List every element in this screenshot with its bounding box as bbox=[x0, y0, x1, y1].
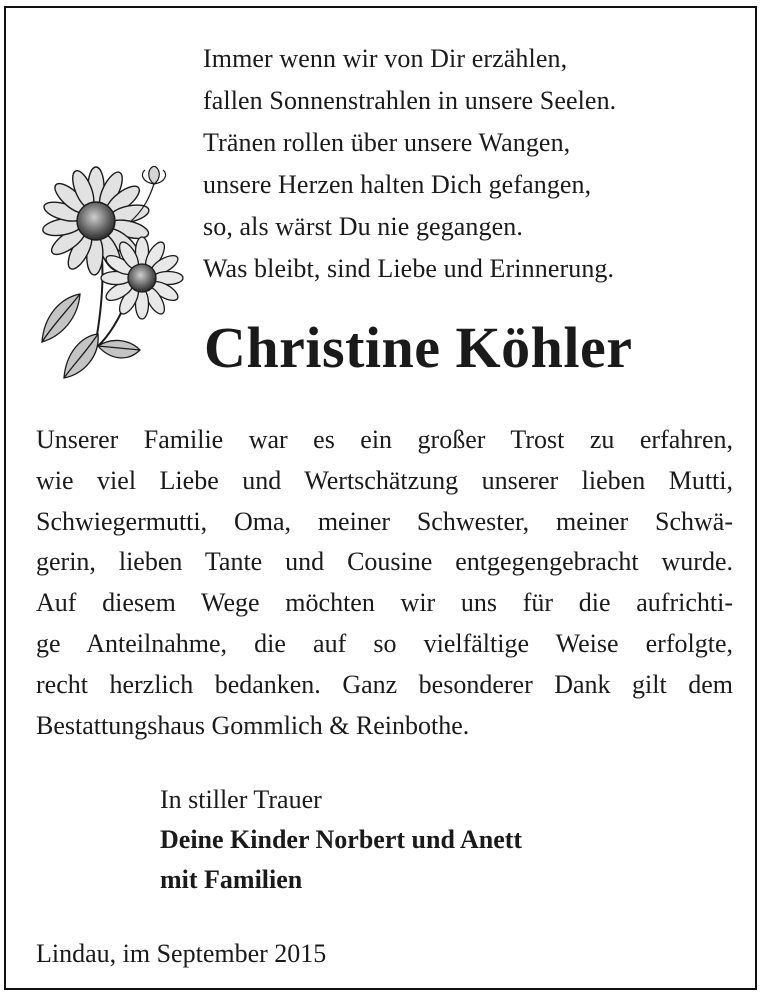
obituary-notice bbox=[4, 6, 757, 990]
message-line: Bestattungshaus Gommlich & Reinbothe. bbox=[36, 710, 470, 740]
memorial-poem bbox=[203, 38, 616, 290]
message-line: gerin, lieben Tante und Cousine entgegengebracht wurde. bbox=[36, 547, 733, 577]
message-line: Auf diesem Wege möchten wir uns für die aufrichti- bbox=[36, 588, 733, 618]
poem-line: fallen Sonnenstrahlen in unsere Seelen. bbox=[203, 86, 617, 115]
poem-line: Tränen rollen über unsere Wangen, bbox=[203, 128, 571, 157]
poem-line: unsere Herzen halten Dich gefangen, bbox=[203, 170, 592, 199]
poem-line: so, als wärst Du nie gegangen. bbox=[203, 212, 523, 241]
thank-you-message bbox=[36, 420, 733, 746]
message-line: Schwiegermutti, Oma, meiner Schwester, meiner Schwä- bbox=[36, 506, 733, 536]
deceased-name: Christine Köhler bbox=[204, 315, 633, 380]
message-line: Unserer Familie war es ein großer Trost zu erfahren, bbox=[36, 425, 733, 454]
message-line: recht herzlich bedanken. Ganz besonderer Dank gilt dem bbox=[36, 669, 733, 699]
poem-line: Immer wenn wir von Dir erzählen, bbox=[203, 44, 568, 73]
place-and-date: Lindau, im September 2015 bbox=[36, 939, 327, 968]
message-line: wie viel Liebe und Wertschätzung unserer lieben Mutti, bbox=[36, 465, 733, 495]
signature-family: Deine Kinder Norbert und Anett bbox=[160, 825, 523, 854]
message-line: ge Anteilnahme, die auf so vielfältige Weise erfolgte, bbox=[36, 628, 733, 658]
signature-intro: In stiller Trauer bbox=[160, 785, 322, 814]
sunflower-icon bbox=[36, 166, 186, 391]
signature-family-continued: mit Familien bbox=[160, 865, 303, 894]
signature-block bbox=[160, 780, 522, 900]
poem-line: Was bleibt, sind Liebe und Erinnerung. bbox=[203, 254, 615, 283]
